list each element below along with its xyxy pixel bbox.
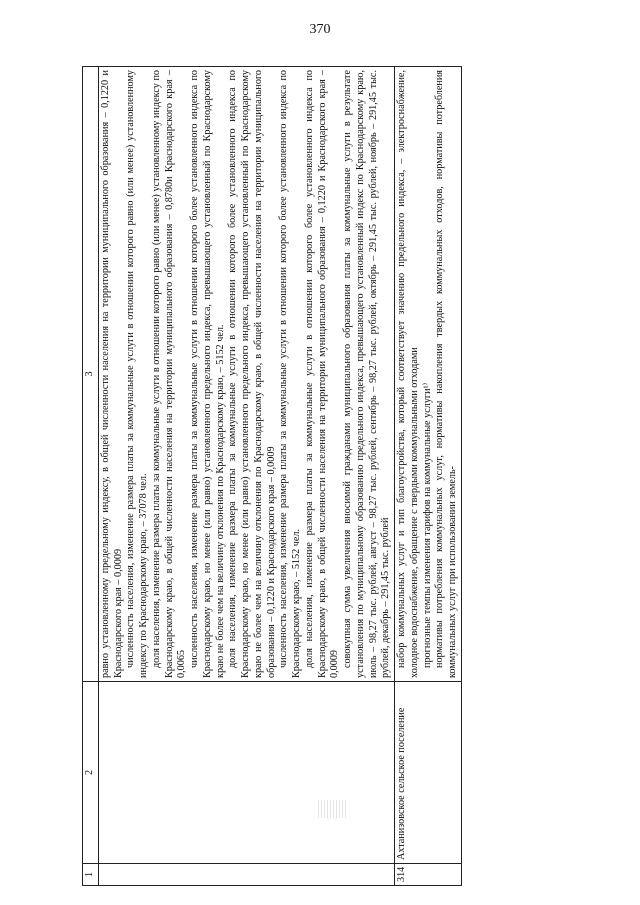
settlement-name: [98, 682, 394, 864]
rotated-table: [82, 66, 580, 886]
paragraph: доля населения, изменение размера платы за коммунальные услуги в отношении которого более установленного индекса по Краснодарскому краю, но менее (или равно) установленного предельного индекса, превышающего установленный по Краснодарскому краю не более чем на величину отклонения по Краснодарскому краю, в общей численности населения на территории муниципального образования – 0,1220 и Краснодарского края – 0,0009: [227, 70, 277, 678]
paragraph: доля населения, изменение размера платы за коммунальные услуги в отношении которого более установленного индекса по Краснодарскому краю, в общей численности населения на территории муниципального образования – 0,1220 и Краснодарского края – 0,0009: [303, 70, 341, 678]
table-row: [395, 67, 462, 886]
row-number: [98, 864, 394, 886]
data-table: [82, 66, 462, 886]
paragraph: равно установленному предельному индексу, в общей численности населения на территории муниципального образования – 0,1220 и Краснодарского края – 0,0009: [99, 70, 124, 678]
paragraph: нормативы потребления коммунальных услуг, нормативы накопления твердых коммунальных отходов, нормативы потребления коммунальных услуг при использовании земель-: [434, 70, 458, 678]
header-col-1: 1: [83, 864, 99, 886]
page-number: 370: [309, 22, 331, 37]
paragraph: прогнозные темпы изменения тарифов на коммунальные услуги¹⁾: [421, 382, 433, 668]
header-col-3: 3: [83, 67, 99, 682]
paragraph: совокупная сумма увеличения вносимой гражданами муниципального образования платы за коммунальные услуги в результате установления по муниципальному образованию предельного индекса, превышающего установленный индекс по Краснодарскому краю, июль – 98,27 тыс. рублей, август – 98,27 тыс. рублей, сентябрь – 98,27 тыс. рублей, октябрь – 291,45 тыс. рублей, ноябрь – 291,45 тыс. рублей, декабрь – 291,45 тыс. рублей: [342, 70, 392, 678]
indicator-text: [98, 67, 394, 682]
row-number: 314: [395, 864, 462, 886]
header-row: [83, 67, 99, 886]
table-row: [98, 67, 394, 886]
header-col-2: 2: [83, 682, 99, 864]
paragraph: численность населения, изменение размера платы за коммунальные услуги в отношении которого более установленного индекса по Краснодарскому краю, но менее (или равно) установленного предельного индекса, превышающего установленный по Краснодарскому краю не более чем на величину отклонения по Краснодарскому краю, – 5152 чел.: [189, 70, 226, 678]
paragraph: численность населения, изменение размера платы за коммунальные услуги в отношении которого равно (или менее) установленному индексу по Краснодарскому краю, – 37078 чел.: [125, 70, 149, 678]
scan-artifact: [318, 800, 346, 818]
indicator-text: [395, 67, 462, 682]
settlement-name: Ахтанизовское сельское поселение: [395, 682, 462, 864]
paragraph: набор коммунальных услуг и тип благоустройства, который соответствует значению предельного индекса, – электроснабжение, холодное водоснабжение, обращение с твердыми коммунальными отходами: [396, 70, 420, 678]
paragraph: численность населения, изменение размера платы за коммунальные услуги в отношении которого более установленного индекса по Краснодарскому краю, – 5152 чел.: [278, 70, 302, 678]
paragraph: доля населения, изменение размера платы за коммунальные услуги в отношении которого равно (или менее) установленному индексу по Краснодарскому краю, в общей численности населения на территории муниципального образования – 0,8780и Краснодарского края – 0,0065: [150, 70, 188, 678]
